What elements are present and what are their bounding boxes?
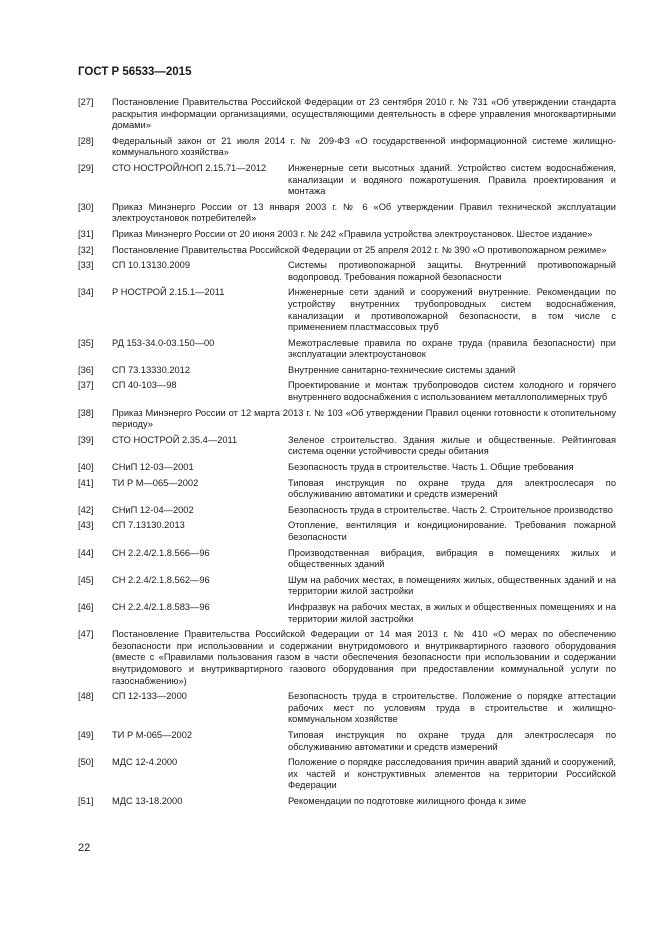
reference-description: Зеленое строительство. Здания жилые и общественные. Рейтинговая система оценки устойчивости среды обитания: [288, 434, 616, 457]
reference-number: [35]: [78, 337, 94, 348]
reference-description: Инфразвук на рабочих местах, в жилых и общественных помещениях и на территории жилой застройки: [288, 601, 616, 624]
reference-number: [31]: [78, 228, 94, 239]
reference-text: Федеральный закон от 21 июля 2014 г. № 209-ФЗ «О государственной информационной системе жилищно-коммунального хозяйства»: [112, 135, 616, 158]
page-title: ГОСТ Р 56533—2015: [78, 66, 192, 78]
reference-code: СН 2.2.4/2.1.8.566—96: [112, 547, 210, 558]
reference-code: ТИ Р М-065—2002: [112, 729, 193, 740]
reference-item: [78, 245, 616, 257]
reference-number: [33]: [78, 260, 94, 271]
reference-number: [38]: [78, 407, 94, 418]
reference-code: СТО НОСТРОЙ/НОП 2.15.71—2012: [112, 162, 267, 173]
reference-description: Безопасность труда в строительстве. Часть 1. Общие требования: [288, 462, 574, 473]
reference-item: [78, 338, 616, 361]
reference-number: [42]: [78, 504, 94, 515]
reference-item: [78, 520, 616, 543]
reference-number: [39]: [78, 434, 94, 445]
reference-code: СП 73.13330.2012: [112, 364, 191, 375]
reference-code: СНиП 12-03—2001: [112, 462, 194, 473]
reference-description: Проектирование и монтаж трубопроводов систем холодного и горячего внутреннего водоснабжения с использованием металлополимерных труб: [288, 380, 616, 403]
reference-item: [78, 478, 616, 501]
reference-description: Положение о порядке расследования причин аварий зданий и сооружений, их частей и конструктивных элементов на территории Российской Федерации: [288, 757, 616, 791]
reference-description: Внутренние санитарно-технические системы зданий: [288, 364, 516, 375]
reference-code: СН 2.2.4/2.1.8.583—96: [112, 601, 210, 612]
reference-number: [48]: [78, 691, 94, 702]
reference-number: [34]: [78, 287, 94, 298]
reference-text: Постановление Правительства Российской Федерации от 14 мая 2013 г. № 410 «О мерах по обеспечению безопасности при использовании и содержании внутридомового и внутриквартирного газового оборудования (вместе с «Правилами пользования газом в части обеспечения безопасности при использовании и содержании внутридомового и внутриквартирного газового оборудования при предоставлении коммунальной услуги по газоснабжению»): [112, 629, 616, 686]
reference-text: Приказ Минэнерго России от 12 марта 2013 г. № 103 «Об утверждении Правил оценки готовности к отопительному периоду»: [112, 407, 616, 430]
reference-number: [43]: [78, 520, 94, 531]
reference-number: [46]: [78, 601, 94, 612]
reference-code: МДС 12-4.2000: [112, 757, 178, 768]
reference-code: СН 2.2.4/2.1.8.562—96: [112, 574, 210, 585]
reference-number: [40]: [78, 462, 94, 473]
reference-item: [78, 229, 616, 241]
reference-item: [78, 757, 616, 792]
reference-description: Безопасность труда в строительстве. Положение о порядке аттестации рабочих мест по условиям труда в строительстве и жилищно-коммунальном хозяйстве: [288, 691, 616, 725]
reference-description: Безопасность труда в строительстве. Часть 2. Строительное производство: [288, 504, 613, 515]
reference-item: [78, 462, 616, 474]
reference-item: [78, 575, 616, 598]
reference-item: [78, 380, 616, 403]
reference-description: Системы противопожарной защиты. Внутренний противопожарный водопровод. Требования пожарной безопасности: [288, 260, 616, 282]
reference-item: [78, 548, 616, 571]
reference-number: [36]: [78, 364, 94, 375]
reference-number: [32]: [78, 244, 94, 255]
reference-description: Межотраслевые правила по охране труда (правила безопасности) при эксплуатации электроустановок: [288, 337, 616, 360]
reference-description: Шум на рабочих местах, в помещениях жилых, общественных зданий и на территории жилой застройки: [288, 574, 616, 597]
reference-code: СП 12-133—2000: [112, 691, 187, 702]
reference-text: Постановление Правительства Российской Федерации от 23 сентября 2010 г. № 731 «Об утверждении стандарта раскрытия информации организациями, осуществляющими деятельность в сфере управления многоквартирными домами»: [112, 97, 616, 131]
reference-number: [27]: [78, 97, 94, 107]
reference-code: СТО НОСТРОЙ 2.35.4—2011: [112, 434, 238, 445]
reference-item: [78, 163, 616, 198]
reference-code: Р НОСТРОЙ 2.15.1—2011: [112, 287, 225, 298]
reference-item: [78, 796, 616, 808]
reference-item: [78, 691, 616, 726]
reference-description: Производственная вибрация, вибрация в помещениях жилых и общественных зданий: [288, 547, 616, 570]
reference-number: [49]: [78, 729, 94, 740]
reference-item: [78, 408, 616, 431]
reference-item: [78, 629, 616, 687]
reference-item: [78, 136, 616, 159]
reference-description: Инженерные сети зданий и сооружений внутренние. Рекомендации по устройству внутренних трубопроводных систем водоснабжения, канализации и противопожарной безопасности, в том числе с применением пластмассовых труб: [288, 287, 616, 333]
reference-item: [78, 97, 616, 132]
reference-code: СП 10.13130.2009: [112, 260, 191, 271]
reference-number: [50]: [78, 757, 94, 768]
reference-item: [78, 365, 616, 377]
reference-code: МДС 13-18.2000: [112, 795, 183, 806]
reference-text: Приказ Минэнерго России от 20 июня 2003 г. № 242 «Правила устройства электроустановок. Шестое издание»: [112, 228, 593, 239]
reference-list: [78, 97, 616, 811]
reference-number: [30]: [78, 201, 94, 212]
reference-item: [78, 202, 616, 225]
reference-number: [51]: [78, 795, 94, 806]
reference-item: [78, 602, 616, 625]
reference-number: [37]: [78, 380, 94, 391]
reference-text: Постановление Правительства Российской Федерации от 25 апреля 2012 г. № 390 «О противопожарном режиме»: [112, 244, 607, 255]
reference-item: [78, 505, 616, 517]
reference-text: Приказ Минэнерго России от 13 января 2003 г. № 6 «Об утверждении Правил технической эксплуатации электроустановок потребителей»: [112, 201, 616, 224]
reference-description: Инженерные сети высотных зданий. Устройство систем водоснабжения, канализации и водяного пожаротушения. Правила проектирования и монтажа: [288, 162, 616, 197]
reference-item: [78, 260, 616, 283]
reference-description: Типовая инструкция по охране труда для электрослесаря по обслуживанию автоматики и средств измерений: [288, 729, 616, 752]
reference-number: [45]: [78, 574, 94, 585]
reference-number: [47]: [78, 629, 94, 640]
page-number: 22: [78, 842, 91, 854]
reference-item: [78, 730, 616, 753]
reference-number: [29]: [78, 162, 94, 173]
reference-number: [44]: [78, 547, 94, 558]
reference-code: РД 153-34.0-03.150—00: [112, 337, 215, 348]
reference-description: Отопление, вентиляция и кондиционирование. Требования пожарной безопасности: [288, 520, 616, 542]
reference-code: ТИ Р М—065—2002: [112, 477, 199, 488]
reference-item: [78, 435, 616, 458]
reference-number: [28]: [78, 135, 94, 146]
reference-number: [41]: [78, 477, 94, 488]
reference-code: СП 7.13130.2013: [112, 520, 185, 531]
reference-description: Рекомендации по подготовке жилищного фонда к зиме: [288, 795, 527, 806]
reference-code: СНиП 12-04—2002: [112, 504, 194, 515]
reference-code: СП 40-103—98: [112, 380, 177, 391]
reference-item: [78, 287, 616, 333]
reference-description: Типовая инструкция по охране труда для электрослесаря по обслуживанию автоматики и средств измерений: [288, 477, 616, 500]
